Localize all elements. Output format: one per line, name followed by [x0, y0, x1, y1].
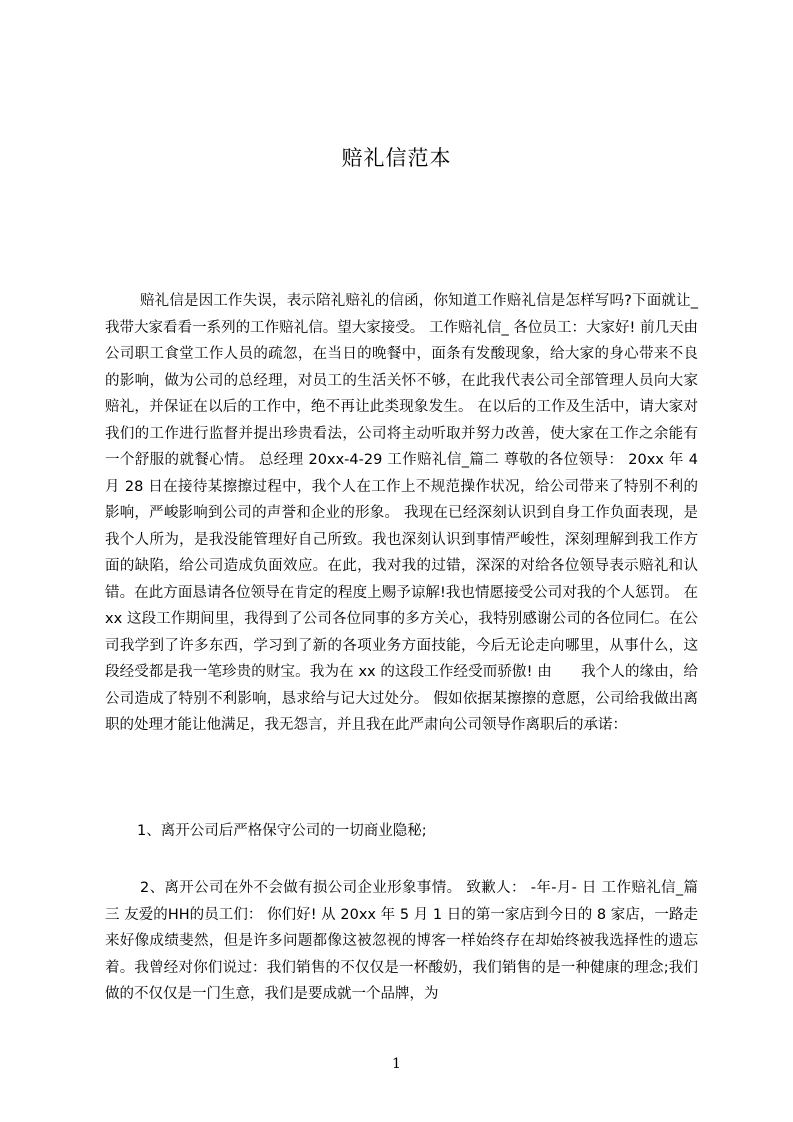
- body-paragraph-1: 赔礼信是因工作失误，表示陪礼赔礼的信函，你知道工作赔礼信是怎样写吗?下面就让_我带大家看看一系列的工作赔礼信。望大家接受。 工作赔礼信_ 各位员工：大家好! 前几天由 公司职工食堂工作人员的疏忽，在当日的晚餐中，面条有发酸现象，给大家的身心带来不良的影响，做为公司的总经理，对员工的生活关怀不够，在此我代表公司全部管理人员向大家赔礼，并保证在以后的工作中，绝不再让此类现象发生。 在以后的工作及生活中，请大家对我们的工作进行监督并提出珍贵看法，公司将主动听取并努力改善，使大家在工作之余能有一个舒服的就餐心情。 总经理 20xx-4-29 工作赔礼信_篇二 尊敬的各位领导： 20xx 年 4 月 28 日在接待某擦擦过程中，我个人在工作上不规范操作状况，给公司带来了特别不利的影响，严峻影响到公司的声誉和企业的形象。 我现在已经深刻认识到自身工作负面表现，是我个人所为，是我没能管理好自己所致。我也深刻认识到事情严峻性，深刻理解到我工作方面的缺陷，给公司造成负面效应。在此，我对我的过错，深深的对给各位领导表示赔礼和认错。在此方面恳请各位领导在肯定的程度上赐予谅解!我也情愿接受公司对我的个人惩罚。 在 xx 这段工作期间里，我得到了公司各位同事的多方关心，我特别感谢公司的各位同仁。在公司我学到了许多东西，学习到了新的各项业务方面技能，今后无论走向哪里，从事什么，这段经受都是我一笔珍贵的财宝。我为在 xx 的这段工作经受而骄傲! 由 我个人的缘由，给公司造成了特别不利影响，恳求给与记大过处分。 假如依据某擦擦的意愿，公司给我做出离职的处理才能让他满足，我无怨言，并且我在此严肃向公司领导作离职后的承诺：: [105, 293, 727, 733]
- body-paragraph-3: 2、离开公司在外不会做有损公司企业形象事情。 致歉人： -年-月- 日 工作赔礼信_篇三 友爱的HH的员工们： 你们好! 从 20xx 年 5 月 1 日的第一家店到今日的 8 家店，一路走来好像成绩斐然，但是许多问题都像这被忽视的博客一样始终存在却始终被我选择性的遗忘着。我曾经对你们说过：我们销售的不仅仅是一杯酸奶，我们销售的是一种健康的理念;我们做的不仅仅是一门生意，我们是要成就一个品牌，为: [105, 880, 698, 1002]
- page-number: 1: [392, 1056, 401, 1072]
- page-title: 赔礼信范本: [341, 146, 452, 170]
- body-paragraph-2: 1、离开公司后严格保守公司的一切商业隐秘;: [137, 823, 427, 839]
